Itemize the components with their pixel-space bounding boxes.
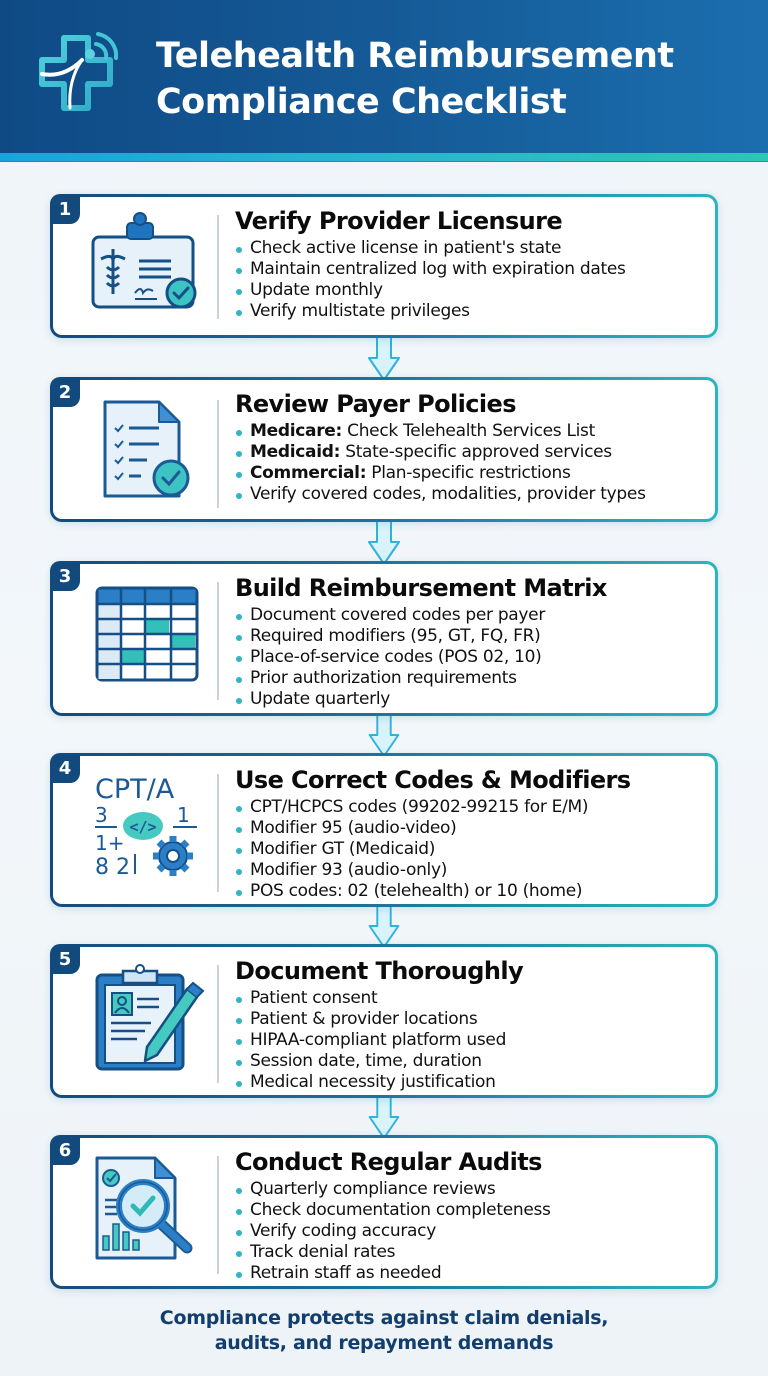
card-divider — [217, 1156, 219, 1274]
footer-note — [0, 1306, 768, 1356]
bullet-item: Session date, time, duration — [235, 1051, 705, 1072]
checklist-document-icon — [83, 394, 213, 504]
down-arrow-icon — [368, 712, 400, 758]
step-card-3 — [50, 561, 718, 716]
step-title: Verify Provider Licensure — [235, 207, 563, 235]
down-arrow-icon — [368, 1094, 400, 1140]
matrix-table-icon — [83, 582, 213, 692]
bullet-item: Track denial rates — [235, 1242, 705, 1263]
bullet-item: Commercial: Plan-specific restrictions — [235, 463, 705, 484]
svg-text:3: 3 — [95, 803, 108, 827]
step-bullet-list — [235, 797, 705, 902]
audit-magnifier-icon — [83, 1152, 213, 1262]
step-card-4 — [50, 753, 718, 907]
step-bullet-list — [235, 1179, 705, 1284]
bullet-item: Maintain centralized log with expiration dates — [235, 259, 705, 280]
bullet-item: Patient consent — [235, 988, 705, 1009]
bullet-item: Update monthly — [235, 280, 705, 301]
card-divider — [217, 400, 219, 508]
down-arrow-icon — [368, 518, 400, 566]
step-card-1 — [50, 194, 718, 338]
header-banner — [0, 0, 768, 153]
page-title — [156, 33, 756, 125]
card-divider — [217, 215, 219, 319]
step-bullet-list — [235, 238, 705, 322]
svg-text:</>: </> — [129, 818, 157, 836]
step-number-badge: 5 — [50, 944, 80, 974]
svg-text:1: 1 — [177, 803, 190, 827]
step-number-badge: 2 — [50, 377, 80, 407]
step-number-badge: 1 — [50, 194, 80, 224]
bullet-item: Medicare: Check Telehealth Services List — [235, 421, 705, 442]
bullet-item: Verify covered codes, modalities, provider types — [235, 484, 705, 505]
bullet-item: Prior authorization requirements — [235, 668, 705, 689]
step-number-badge: 3 — [50, 561, 80, 591]
step-title: Build Reimbursement Matrix — [235, 574, 607, 602]
bullet-item: Retrain staff as needed — [235, 1263, 705, 1284]
down-arrow-icon — [368, 903, 400, 949]
step-bullet-list — [235, 605, 705, 710]
card-divider — [217, 582, 219, 700]
title-line-2: Compliance Checklist — [156, 82, 567, 122]
card-divider — [217, 965, 219, 1083]
bullet-item: Modifier GT (Medicaid) — [235, 839, 705, 860]
bullet-item: Verify coding accuracy — [235, 1221, 705, 1242]
bullet-item: Check documentation completeness — [235, 1200, 705, 1221]
step-number-badge: 4 — [50, 753, 80, 783]
bullet-item: Document covered codes per payer — [235, 605, 705, 626]
bullet-item: Medicaid: State-specific approved services — [235, 442, 705, 463]
clipboard-pen-icon — [83, 961, 213, 1071]
bullet-item: Verify multistate privileges — [235, 301, 705, 322]
step-title: Use Correct Codes & Modifiers — [235, 766, 631, 794]
bullet-item: HIPAA-compliant platform used — [235, 1030, 705, 1051]
svg-text:1+: 1+ — [95, 831, 125, 855]
bullet-item: POS codes: 02 (telehealth) or 10 (home) — [235, 881, 705, 902]
bullet-item: Quarterly compliance reviews — [235, 1179, 705, 1200]
telehealth-cross-icon — [34, 24, 134, 124]
svg-text:CPT/A: CPT/A — [95, 774, 175, 805]
bullet-item: Modifier 93 (audio-only) — [235, 860, 705, 881]
title-line-1: Telehealth Reimbursement — [156, 36, 674, 76]
step-bullet-list — [235, 421, 705, 505]
header-accent-stripe — [0, 153, 768, 162]
step-title: Review Payer Policies — [235, 390, 516, 418]
bullet-item: Patient & provider locations — [235, 1009, 705, 1030]
step-title: Conduct Regular Audits — [235, 1148, 542, 1176]
codes-gear-icon — [83, 770, 213, 880]
svg-text:8 2: 8 2 — [95, 855, 130, 880]
step-card-6 — [50, 1135, 718, 1289]
step-number-badge: 6 — [50, 1135, 80, 1165]
bullet-item: Required modifiers (95, GT, FQ, FR) — [235, 626, 705, 647]
down-arrow-icon — [368, 334, 400, 382]
footer-line-1: Compliance protects against claim denials, — [159, 1307, 609, 1329]
license-card-icon — [83, 209, 213, 319]
step-card-2 — [50, 377, 718, 522]
card-divider — [217, 774, 219, 892]
bullet-item: Place-of-service codes (POS 02, 10) — [235, 647, 705, 668]
bullet-item: Update quarterly — [235, 689, 705, 710]
step-title: Document Thoroughly — [235, 957, 524, 985]
step-bullet-list — [235, 988, 705, 1093]
bullet-item: Check active license in patient's state — [235, 238, 705, 259]
bullet-item: CPT/HCPCS codes (99202-99215 for E/M) — [235, 797, 705, 818]
bullet-item: Medical necessity justification — [235, 1072, 705, 1093]
footer-line-2: audits, and repayment demands — [214, 1332, 554, 1354]
bullet-item: Modifier 95 (audio-video) — [235, 818, 705, 839]
step-card-5 — [50, 944, 718, 1098]
